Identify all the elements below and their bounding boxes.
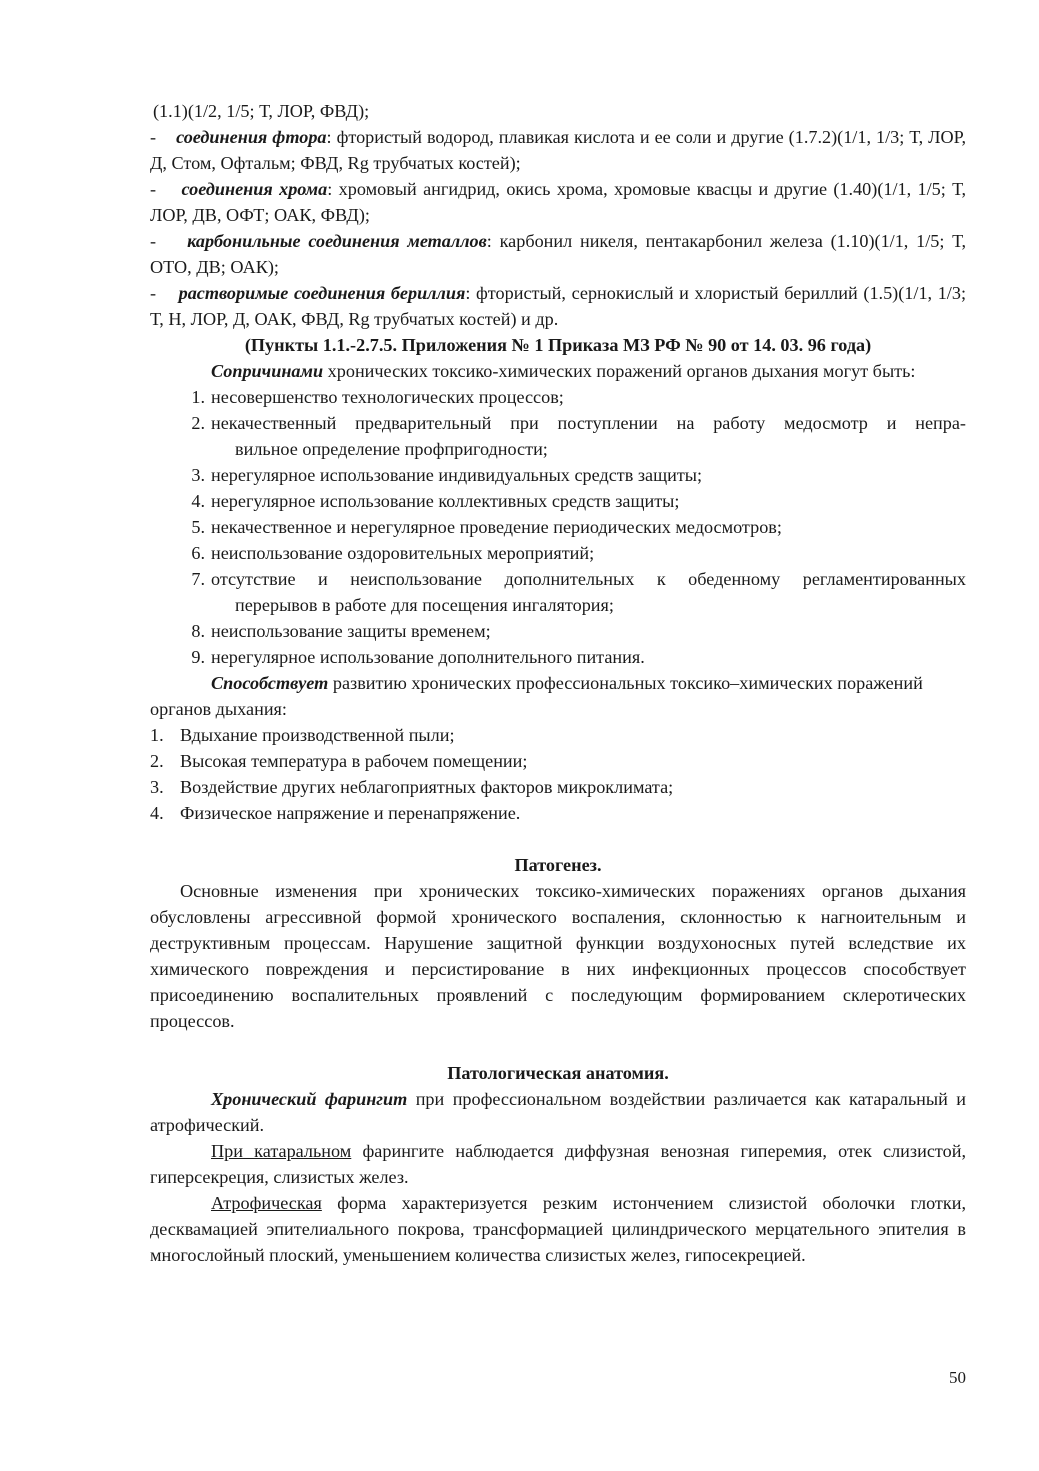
list-item-text: неиспользование оздоровительных мероприятий;: [211, 543, 595, 563]
list-item-text: некачественный предварительный при поступлении на работу медосмотр и непра-: [211, 413, 966, 433]
anatomy-text: фарингите наблюдается диффузная венозная гиперемия, отек слизистой, гиперсекреция, слизистых желез.: [150, 1141, 966, 1187]
list-item: [150, 748, 966, 774]
list-item-text: : фтористый водород, плавикая кислота и ее соли и другие (1.7.2)(1/1, 1/3; Т, ЛОР, Д, Стом, Офтальм; ФВД, Rg трубчатых костей);: [150, 127, 966, 173]
list-number: 6.: [191, 543, 205, 563]
list-number: 1.: [150, 725, 164, 745]
list-item-text: Вдыхание производственной пыли;: [180, 725, 455, 745]
list-number: 3.: [150, 777, 164, 797]
causes-intro: [150, 358, 966, 384]
anatomy-term: При катаральном: [211, 1141, 352, 1161]
contributes-lead: Способствует: [211, 673, 329, 693]
continuation-line: (1.1)(1/2, 1/5; Т, ЛОР, ФВД);: [153, 101, 370, 121]
list-dash: -: [150, 283, 157, 303]
section-heading-pathogenesis: Патогенез.: [514, 855, 602, 875]
list-item-continuation: перерывов в работе для посещения ингалятория;: [235, 595, 614, 615]
list-item-text: Высокая температура в рабочем помещении;: [180, 751, 528, 771]
page-content: [150, 98, 966, 1268]
contributes-list: [150, 722, 966, 826]
list-dash: -: [150, 127, 157, 147]
anatomy-text: при профессиональном воздействии различается как катаральный и атрофический.: [150, 1089, 966, 1135]
list-item-text: неиспользование защиты временем;: [211, 621, 491, 641]
list-item-text: : хромовый ангидрид, окись хрома, хромовые квасцы и другие (1.40)(1/1, 1/5; Т, ЛОР, ДВ, ОФТ; ОАК, ФВД);: [150, 179, 967, 225]
list-item: [150, 618, 966, 644]
list-item: [150, 228, 966, 280]
list-item: [150, 722, 966, 748]
list-item: [150, 540, 966, 566]
list-item: [150, 800, 966, 826]
list-number: 3.: [191, 465, 205, 485]
list-item-text: несовершенство технологических процессов;: [211, 387, 564, 407]
list-number: 8.: [191, 621, 205, 641]
list-item: [150, 644, 966, 670]
list-item-text: нерегулярное использование коллективных средств защиты;: [211, 491, 680, 511]
pathogenesis-text: Основные изменения при хронических токсико-химических поражениях органов дыхания обусловлены агрессивной формой хронического воспаления, склонностью к нагноительным и деструктивным процессам. Нарушение защитной функции воздухоносных путей вследствие их химического повреждения и персистирование в них инфекционных процессов способствует присоединению воспалительных проявлений с последующим формированием склеротических процессов.: [150, 881, 966, 1031]
list-item: [150, 124, 966, 176]
list-item-term: растворимые соединения бериллия: [178, 283, 466, 303]
list-number: 4.: [150, 803, 164, 823]
list-item: [150, 462, 966, 488]
list-number: 9.: [191, 647, 205, 667]
list-item: [150, 488, 966, 514]
causes-list: [150, 384, 966, 670]
section-heading-anatomy: Патологическая анатомия.: [447, 1063, 669, 1083]
list-dash: -: [150, 231, 157, 251]
list-item-continuation: вильное определение профпригодности;: [235, 439, 548, 459]
list-number: 2.: [150, 751, 164, 771]
list-item-text: Воздействие других неблагоприятных факторов микроклимата;: [180, 777, 674, 797]
list-item-term: соединения хрома: [181, 179, 328, 199]
list-item: [150, 384, 966, 410]
list-item-text: нерегулярное использование дополнительного питания.: [211, 647, 645, 667]
page-number: 50: [949, 1368, 966, 1387]
list-item-term: карбонильные соединения металлов: [187, 231, 487, 251]
section-gap: [150, 826, 966, 852]
list-item-text: отсутствие и неиспользование дополнительных к обеденному регламентированных: [211, 569, 966, 589]
causes-text: хронических токсико-химических поражений органов дыхания могут быть:: [323, 361, 916, 381]
list-number: 2.: [191, 413, 205, 433]
anatomy-paragraph: [150, 1190, 966, 1268]
list-item-term: соединения фтора: [176, 127, 327, 147]
list-dash: -: [150, 179, 157, 199]
list-item: [150, 566, 966, 618]
anatomy-term: Атрофическая: [211, 1193, 322, 1213]
list-item: [150, 774, 966, 800]
list-item-text: : карбонил никеля, пентакарбонил железа (1.10)(1/1, 1/5; Т, ОТО, ДВ; ОАК);: [150, 231, 966, 277]
list-number: 4.: [191, 491, 205, 511]
anatomy-term: Хронический фарингит: [211, 1089, 408, 1109]
list-item: [150, 410, 966, 462]
list-number: 1.: [191, 387, 205, 407]
list-item-text: Физическое напряжение и перенапряжение.: [180, 803, 521, 823]
contributes-intro: [150, 670, 966, 722]
list-item: [150, 280, 966, 332]
contributes-text: развитию хронических профессиональных токсико–химических поражений органов дыхания:: [150, 673, 923, 719]
list-item-text: нерегулярное использование индивидуальных средств защиты;: [211, 465, 703, 485]
order-note: (Пункты 1.1.-2.7.5. Приложения № 1 Приказа МЗ РФ № 90 от 14. 03. 96 года): [244, 335, 872, 355]
list-item-text: некачественное и нерегулярное проведение периодических медосмотров;: [211, 517, 782, 537]
anatomy-text: форма характеризуется резким истончением слизистой оболочки глотки, десквамацией эпителиального покрова, трансформацией цилиндрического мерцательного эпителия в многослойный плоский, уменьшением количества слизистых желез, гипосекрецией.: [150, 1193, 966, 1265]
list-item: [150, 176, 966, 228]
section-gap: [150, 1034, 966, 1060]
list-number: 7.: [191, 569, 205, 589]
list-item: [150, 514, 966, 540]
anatomy-paragraph: [150, 1138, 966, 1190]
list-item-text: : фтористый, сернокислый и хлористый бериллий (1.5)(1/1, 1/3; Т, Н, ЛОР, Д, ОАК, ФВД, Rg трубчатых костей) и др.: [150, 283, 967, 329]
anatomy-paragraph: [150, 1086, 966, 1138]
list-number: 5.: [191, 517, 205, 537]
causes-lead: Сопричинами: [211, 361, 324, 381]
